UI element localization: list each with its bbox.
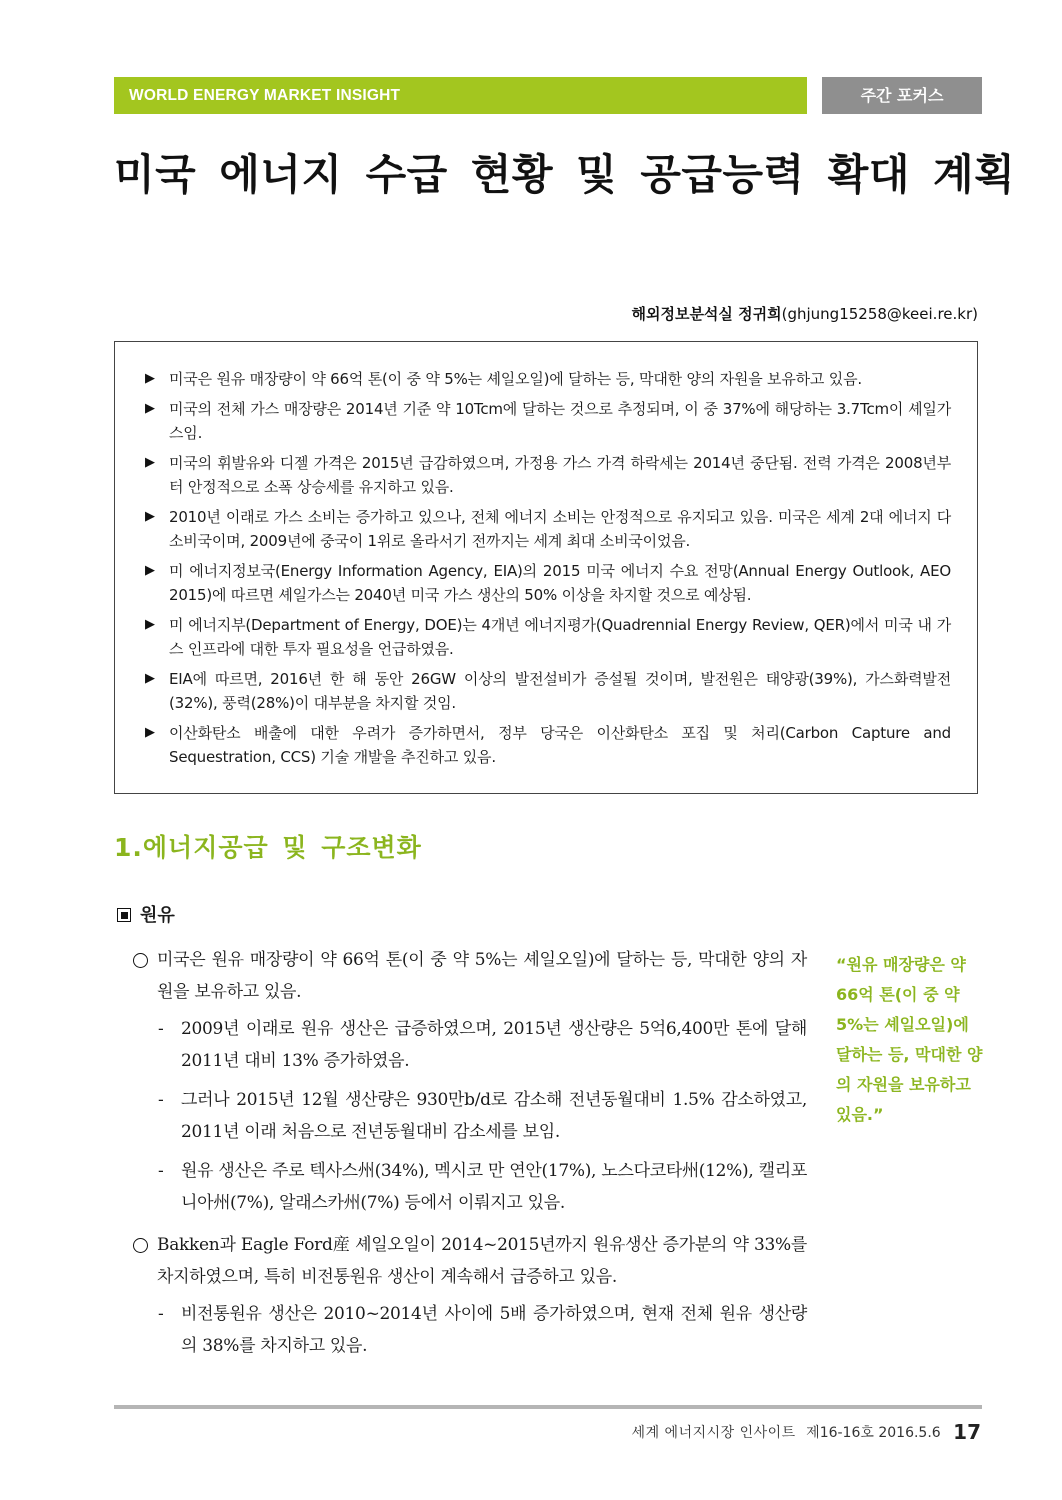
series-label: WORLD ENERGY MARKET INSIGHT <box>129 87 401 104</box>
paragraph-text: 미국은 원유 매장량이 약 66억 톤(이 중 약 5%는 셰일오일)에 달하는 등, 막대한 양의 자원을 보유하고 있음. <box>157 950 807 1002</box>
summary-item <box>145 613 951 661</box>
author-department: 해외정보분석실 정귀희 <box>631 305 782 323</box>
triangle-bullet-icon: ▶ <box>145 617 155 632</box>
triangle-bullet-icon: ▶ <box>145 671 155 686</box>
page-number: 17 <box>953 1420 981 1444</box>
footer-issue: 제16-16호 2016.5.6 <box>806 1425 941 1441</box>
sub-item <box>131 1298 807 1362</box>
series-label-bar <box>114 77 807 114</box>
summary-text: 2010년 이래로 가스 소비는 증가하고 있으나, 전체 에너지 소비는 안정적으로 유지되고 있음. 미국은 세계 2대 에너지 다소비국이며, 2009년에 중국이 1위로 올라서기 전까지는 세계 최대 소비국이었음. <box>169 508 951 550</box>
summary-text: 미국의 휘발유와 디젤 가격은 2015년 급감하였으며, 가정용 가스 가격 하락세는 2014년 중단됨. 전력 가격은 2008년부터 안정적으로 소폭 상승세를 유지하고 있음. <box>169 454 951 496</box>
triangle-bullet-icon: ▶ <box>145 401 155 416</box>
pull-quote: “원유 매장량은 약 66억 톤(이 중 약 5%는 셰일오일)에 달하는 등, 막대한 양의 자원을 보유하고 있음.” <box>836 955 983 1124</box>
dash-bullet: - <box>158 1161 164 1181</box>
summary-text: 미 에너지정보국(Energy Information Agency, EIA)의 2015 미국 에너지 수요 전망(Annual Energy Outlook, AEO 2015)에 따르면 셰일가스는 2040년 미국 가스 생산의 50% 이상을 차지할 것으로 예상됨. <box>169 562 951 604</box>
filled-square-icon <box>117 908 131 922</box>
circle-bullet-icon <box>133 1238 148 1253</box>
section-heading: 1.에너지공급 및 구조변화 <box>114 833 422 862</box>
triangle-bullet-icon: ▶ <box>145 455 155 470</box>
sub-item-text: 그러나 2015년 12월 생산량은 930만b/d로 감소해 전년동월대비 1.5% 감소하였고, 2011년 이래 처음으로 전년동월대비 감소세를 보임. <box>181 1090 807 1142</box>
paragraph <box>131 944 807 1008</box>
triangle-bullet-icon: ▶ <box>145 371 155 386</box>
dash-bullet: - <box>158 1304 164 1324</box>
triangle-bullet-icon: ▶ <box>145 563 155 578</box>
author-line <box>631 303 978 324</box>
summary-item <box>145 397 951 445</box>
summary-text: 미 에너지부(Department of Energy, DOE)는 4개년 에너지평가(Quadrennial Energy Review, QER)에서 미국 내 가스 인프라에 대한 투자 필요성을 언급하였음. <box>169 616 951 658</box>
subheading-label: 원유 <box>140 905 175 926</box>
section-tab <box>822 77 982 114</box>
paragraph <box>131 1229 807 1293</box>
circle-bullet-icon <box>133 953 148 968</box>
sub-item <box>131 1013 807 1077</box>
sub-item-text: 원유 생산은 주로 텍사스州(34%), 멕시코 만 연안(17%), 노스다코타州(12%), 캘리포니아州(7%), 알래스카州(7%) 등에서 이뤄지고 있음. <box>181 1161 807 1213</box>
summary-item <box>145 451 951 499</box>
summary-box <box>114 341 978 794</box>
page-footer <box>632 1420 981 1444</box>
page-title: 미국 에너지 수급 현황 및 공급능력 확대 계획 <box>114 150 1016 199</box>
summary-item <box>145 721 951 769</box>
summary-item <box>145 505 951 553</box>
sub-item <box>131 1084 807 1148</box>
summary-text: 미국은 원유 매장량이 약 66억 톤(이 중 약 5%는 셰일오일)에 달하는 등, 막대한 양의 자원을 보유하고 있음. <box>169 370 862 388</box>
section-tab-label: 주간 포커스 <box>860 86 944 105</box>
summary-text: EIA에 따르면, 2016년 한 해 동안 26GW 이상의 발전설비가 증설될 것이며, 발전원은 태양광(39%), 가스화력발전(32%), 풍력(28%)이 대부분을 차지할 것임. <box>169 670 951 712</box>
summary-item <box>145 667 951 715</box>
sub-item-text: 2009년 이래로 원유 생산은 급증하였으며, 2015년 생산량은 5억6,400만 톤에 달해 2011년 대비 13% 증가하였음. <box>181 1019 807 1071</box>
triangle-bullet-icon: ▶ <box>145 509 155 524</box>
dash-bullet: - <box>158 1019 164 1039</box>
summary-item <box>145 367 951 391</box>
footer-divider <box>114 1405 982 1409</box>
author-email: (ghjung15258@keei.re.kr) <box>781 305 978 323</box>
summary-text: 미국의 전체 가스 매장량은 2014년 기준 약 10Tcm에 달하는 것으로 추정되며, 이 중 37%에 해당하는 3.7Tcm이 셰일가스임. <box>169 400 951 442</box>
triangle-bullet-icon: ▶ <box>145 725 155 740</box>
summary-text: 이산화탄소 배출에 대한 우려가 증가하면서, 정부 당국은 이산화탄소 포집 및 처리(Carbon Capture and Sequestration, CCS) 기술 개발을 추진하고 있음. <box>169 724 951 766</box>
footer-publication: 세계 에너지시장 인사이트 <box>631 1425 796 1441</box>
subheading <box>117 901 175 927</box>
sub-item <box>131 1155 807 1219</box>
paragraph-text: Bakken과 Eagle Ford産 셰일오일이 2014~2015년까지 원유생산 증가분의 약 33%를 차지하였으며, 특히 비전통원유 생산이 계속해서 급증하고 있음. <box>157 1235 807 1287</box>
dash-bullet: - <box>158 1090 164 1110</box>
summary-item <box>145 559 951 607</box>
sub-item-text: 비전통원유 생산은 2010~2014년 사이에 5배 증가하였으며, 현재 전체 원유 생산량의 38%를 차지하고 있음. <box>181 1304 807 1356</box>
body-text <box>131 944 807 1369</box>
